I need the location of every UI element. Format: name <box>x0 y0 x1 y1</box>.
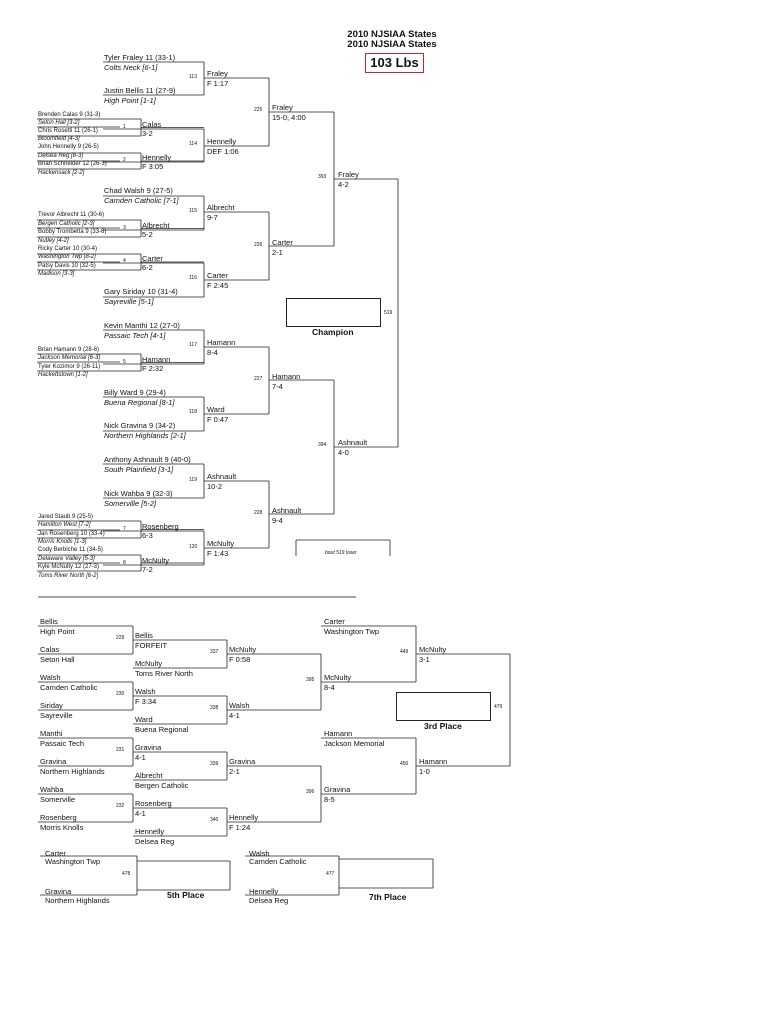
seed-school: Northern Highlands [2-1] <box>104 431 186 440</box>
r1-winner: Ashnault <box>207 472 237 481</box>
wb-score: 8-4 <box>324 683 335 692</box>
wb-school: Morris Knolls <box>40 823 84 832</box>
wb-score: F 0:58 <box>229 655 251 664</box>
bout-number: 337 <box>210 649 219 655</box>
wb-winner: McNulty <box>324 673 352 682</box>
r1-score: DEF 1:06 <box>207 147 239 156</box>
bout-number: 449 <box>400 649 409 655</box>
wb-school: Jackson Memorial <box>324 739 385 748</box>
r1-score: 8-4 <box>207 348 218 357</box>
bout-number: 118 <box>189 409 197 415</box>
bout-number: 116 <box>189 275 197 281</box>
bout-number: 226 <box>254 242 263 248</box>
prelim-wrestler: Patsy Davis 10 (32-5) <box>38 263 96 269</box>
r1-score: F 1:17 <box>207 79 229 88</box>
prelim-school: Delsea Reg [8-3] <box>38 153 84 159</box>
bout-number: 230 <box>116 691 125 697</box>
wb-school: Camden Catholic <box>249 857 307 866</box>
wb-wrestler: Hennelly <box>135 827 165 836</box>
wb-school: Toms River North <box>135 669 193 678</box>
prelim-score: F 2:32 <box>142 364 164 373</box>
r1-winner: McNulty <box>207 539 235 548</box>
r1-score: 10-2 <box>207 482 223 491</box>
wb-score: F 1:24 <box>229 823 251 832</box>
r1-winner: Ward <box>207 405 225 414</box>
bout-number: 340 <box>210 817 219 823</box>
seed-school: Colts Neck [6-1] <box>104 63 158 72</box>
qf-winner: Hamann <box>272 372 301 381</box>
bout-number: 2 <box>123 157 126 163</box>
wb-score: 4-1 <box>229 711 240 720</box>
prelim-winner: Calas <box>142 120 162 129</box>
bout-number: 120 <box>189 544 198 550</box>
wb-wrestler: Hennelly <box>249 887 279 896</box>
bout-number: 225 <box>254 107 263 113</box>
wb-wrestler: Bellis <box>40 617 58 626</box>
weight-class-badge: 103 Lbs <box>365 53 424 73</box>
prelim-score: 6-3 <box>142 531 153 540</box>
r1-score: 9-7 <box>207 213 218 222</box>
seed-name: Billy Ward 9 (29-4) <box>104 388 166 397</box>
prelim-wrestler: Brian Hamann 9 (28-6) <box>38 347 100 353</box>
wb-wrestler: McNulty <box>135 659 163 668</box>
qf-winner: Carter <box>272 238 293 247</box>
prelim-school: Bergen Catholic [2-3] <box>38 221 95 227</box>
wb-school: Somerville <box>40 795 76 804</box>
seed-school: High Point [1-1] <box>104 96 156 105</box>
bout-number: 7 <box>123 526 126 532</box>
wb-school: Northern Highlands <box>40 767 105 776</box>
wb-score: F 3:34 <box>135 697 157 706</box>
prelim-wrestler: Ricky Carter 10 (30-4) <box>38 246 98 252</box>
wb-winner: Walsh <box>135 687 156 696</box>
bout-number: 231 <box>116 747 125 753</box>
wb-winner: Rosenberg <box>135 799 172 808</box>
wb-wrestler: Walsh <box>249 849 270 858</box>
bout-number: 394 <box>318 442 327 448</box>
prelim-wrestler: Trevor Albrecht 11 (30-6) <box>38 212 105 218</box>
prelim-school: Madison [3-3] <box>38 271 75 277</box>
r1-score: F 0:47 <box>207 415 229 424</box>
prelim-wrestler: Tyler Kozimor 9 (26-11) <box>38 364 101 370</box>
prelim-score: F 3:05 <box>142 162 164 171</box>
bout-number: 4 <box>123 258 126 264</box>
bout-number: 229 <box>116 635 125 641</box>
prelim-school: Hackettstown [1-2] <box>38 372 88 378</box>
third-place-box <box>396 692 491 721</box>
prelim-score: 6-2 <box>142 263 153 272</box>
bout-number: 338 <box>210 705 219 711</box>
champion-box <box>286 298 381 327</box>
wb-school: Camden Catholic <box>40 683 98 692</box>
prelim-school: Toms River North [6-2] <box>38 573 99 579</box>
bout-number: 478 <box>122 871 131 877</box>
wb-school: Washington Twp <box>324 627 380 636</box>
r1-winner: Hamann <box>207 338 236 347</box>
wb-wrestler: Walsh <box>40 673 61 682</box>
wb-wrestler: Wahba <box>40 785 64 794</box>
champion-label: Champion <box>312 327 354 337</box>
bout-number: 3 <box>123 225 126 231</box>
wb-wrestler: Gravina <box>45 887 72 896</box>
bout-number: 113 <box>189 74 197 80</box>
prelim-score: 3-2 <box>142 129 153 138</box>
prelim-school: Washington Twp [8-2] <box>38 254 96 260</box>
wb-score: 4-1 <box>135 753 146 762</box>
third-place-label: 3rd Place <box>424 721 462 731</box>
r1-score: F 2:45 <box>207 281 229 290</box>
prelim-school: Hackensack [2-2] <box>38 170 85 176</box>
wb-school: Buena Regional <box>135 725 189 734</box>
wb-score: 2-1 <box>229 767 240 776</box>
seed-school: Camden Catholic [7-1] <box>104 196 179 205</box>
seed-name: Chad Walsh 9 (27-5) <box>104 186 173 195</box>
qf-winner: Fraley <box>272 103 293 112</box>
wb-winner: Walsh <box>229 701 250 710</box>
bout-519-loser-label: bout 519 loser <box>325 550 357 556</box>
wb-school: Seton Hall <box>40 655 75 664</box>
prelim-school: Seton Hall [3-2] <box>38 120 80 126</box>
wb-wrestler: Albrecht <box>135 771 163 780</box>
qf-score: 7-4 <box>272 382 283 391</box>
prelim-school: Morris Knolls [1-3] <box>38 539 87 545</box>
wb-winner: Hamann <box>419 757 448 766</box>
r1-winner: Carter <box>207 271 228 280</box>
wb-wrestler: Carter <box>45 849 66 858</box>
prelim-winner: McNulty <box>142 556 170 565</box>
r1-score: F 1:43 <box>207 549 229 558</box>
bout-number: 117 <box>189 342 197 348</box>
seventh-place-label: 7th Place <box>369 892 407 902</box>
wb-winner: Gravina <box>229 757 256 766</box>
seed-school: Buena Regional [8-1] <box>104 398 175 407</box>
seed-name: Anthony Ashnault 9 (40-0) <box>104 455 191 464</box>
prelim-wrestler: Brian Schneider 12 (26-3) <box>38 161 107 167</box>
wb-winner: McNulty <box>419 645 447 654</box>
prelim-winner: Hennelly <box>142 153 172 162</box>
prelim-wrestler: Kyle McNulty 12 (27-3) <box>38 564 100 570</box>
wb-wrestler: Calas <box>40 645 60 654</box>
wb-school: Delsea Reg <box>135 837 175 846</box>
seed-name: Nick Wahba 9 (32-3) <box>104 489 173 498</box>
prelim-wrestler: Brenden Calas 9 (31-3) <box>38 112 101 118</box>
wb-school: Washington Twp <box>45 857 101 866</box>
seed-school: Sayreville [5-1] <box>104 297 154 306</box>
tournament-subtitle: 2010 NJSIAA States <box>347 39 437 50</box>
prelim-wrestler: John Hennelly 9 (26-5) <box>38 144 99 150</box>
seed-name: Justin Bellis 11 (27-9) <box>104 86 176 95</box>
seed-name: Kevin Manthi 12 (27-0) <box>104 321 180 330</box>
prelim-school: Delaware Valley [5-3] <box>38 556 95 562</box>
wb-score: 1-0 <box>419 767 430 776</box>
bout-number: 395 <box>306 677 315 683</box>
prelim-school: Hamilton West [7-2] <box>38 522 91 528</box>
bout-number: 115 <box>189 208 197 214</box>
wb-winner: Hennelly <box>229 813 259 822</box>
prelim-wrestler: Chris Rosetti 11 (26-1) <box>38 128 98 134</box>
qf-score: 2-1 <box>272 248 283 257</box>
bout-number: 477 <box>326 871 335 877</box>
fifth-place-label: 5th Place <box>167 890 205 900</box>
wb-school: Bergen Catholic <box>135 781 189 790</box>
wb-winner: Gravina <box>324 785 351 794</box>
sf-score: 4-2 <box>338 180 349 189</box>
wb-school: Passaic Tech <box>40 739 85 748</box>
prelim-score: 5-2 <box>142 230 153 239</box>
wb-wrestler: Hamann <box>324 729 353 738</box>
prelim-winner: Carter <box>142 254 163 263</box>
prelim-winner: Hamann <box>142 355 171 364</box>
wb-wrestler: Carter <box>324 617 345 626</box>
wb-winner: Bellis <box>135 631 153 640</box>
bout-number: 1 <box>123 124 126 130</box>
wb-score: 3-1 <box>419 655 430 664</box>
tournament-title: 2010 NJSIAA States <box>347 29 437 40</box>
wb-score: 4-1 <box>135 809 146 818</box>
qf-winner: Ashnault <box>272 506 302 515</box>
sf-winner: Fraley <box>338 170 359 179</box>
bout-number: 393 <box>318 174 327 180</box>
bout-number: 227 <box>254 376 263 382</box>
wb-school: Northern Highlands <box>45 896 110 905</box>
prelim-school: Nutley [4-2] <box>38 238 69 244</box>
wb-score: FORFEIT <box>135 641 168 650</box>
bout-number: 519 <box>384 310 393 316</box>
wb-wrestler: Gravina <box>40 757 67 766</box>
wb-wrestler: Manthi <box>40 729 63 738</box>
wb-school: Delsea Reg <box>249 896 289 905</box>
r1-winner: Fraley <box>207 69 228 78</box>
prelim-score: 7-2 <box>142 565 153 574</box>
prelim-wrestler: Bobby Trombetta 9 (33-6) <box>38 229 107 235</box>
bout-number: 396 <box>306 789 315 795</box>
prelim-school: Jackson Memorial [6-3] <box>38 355 101 361</box>
wb-wrestler: Siriday <box>40 701 63 710</box>
bout-number: 114 <box>189 141 197 147</box>
wb-wrestler: Rosenberg <box>40 813 77 822</box>
bout-number: 339 <box>210 761 219 767</box>
sf-winner: Ashnault <box>338 438 368 447</box>
bout-number: 228 <box>254 510 263 516</box>
bout-number: 5 <box>123 359 126 365</box>
wb-school: Sayreville <box>40 711 73 720</box>
seed-school: Somerville [5-2] <box>104 499 157 508</box>
prelim-wrestler: Jared Staub 9 (25-5) <box>38 514 94 520</box>
bout-number: 479 <box>494 704 503 710</box>
seed-name: Tyler Fraley 11 (33-1) <box>104 53 176 62</box>
seed-school: Passaic Tech [4-1] <box>104 331 166 340</box>
qf-score: 15-0, 4:00 <box>272 113 306 122</box>
prelim-winner: Rosenberg <box>142 522 179 531</box>
wb-score: 8-5 <box>324 795 335 804</box>
prelim-wrestler: Jan Rosenberg 10 (33-4) <box>38 531 105 537</box>
r1-winner: Albrecht <box>207 203 235 212</box>
bout-number: 8 <box>123 560 126 566</box>
wb-wrestler: Ward <box>135 715 153 724</box>
seed-name: Nick Gravina 9 (34-2) <box>104 421 176 430</box>
wb-winner: Gravina <box>135 743 162 752</box>
qf-score: 9-4 <box>272 516 283 525</box>
seed-school: South Plainfield [3-1] <box>104 465 174 474</box>
prelim-winner: Albrecht <box>142 221 170 230</box>
prelim-school: Bloomfield [4-3] <box>38 136 80 142</box>
seed-name: Gary Siriday 10 (31-4) <box>104 287 178 296</box>
bout-number: 450 <box>400 761 409 767</box>
prelim-wrestler: Cody Berbiche 11 (34-5) <box>38 547 103 553</box>
sf-score: 4-0 <box>338 448 349 457</box>
wb-school: High Point <box>40 627 75 636</box>
r1-winner: Hennelly <box>207 137 237 146</box>
bout-number: 232 <box>116 803 125 809</box>
wb-winner: McNulty <box>229 645 257 654</box>
bout-number: 119 <box>189 477 197 483</box>
